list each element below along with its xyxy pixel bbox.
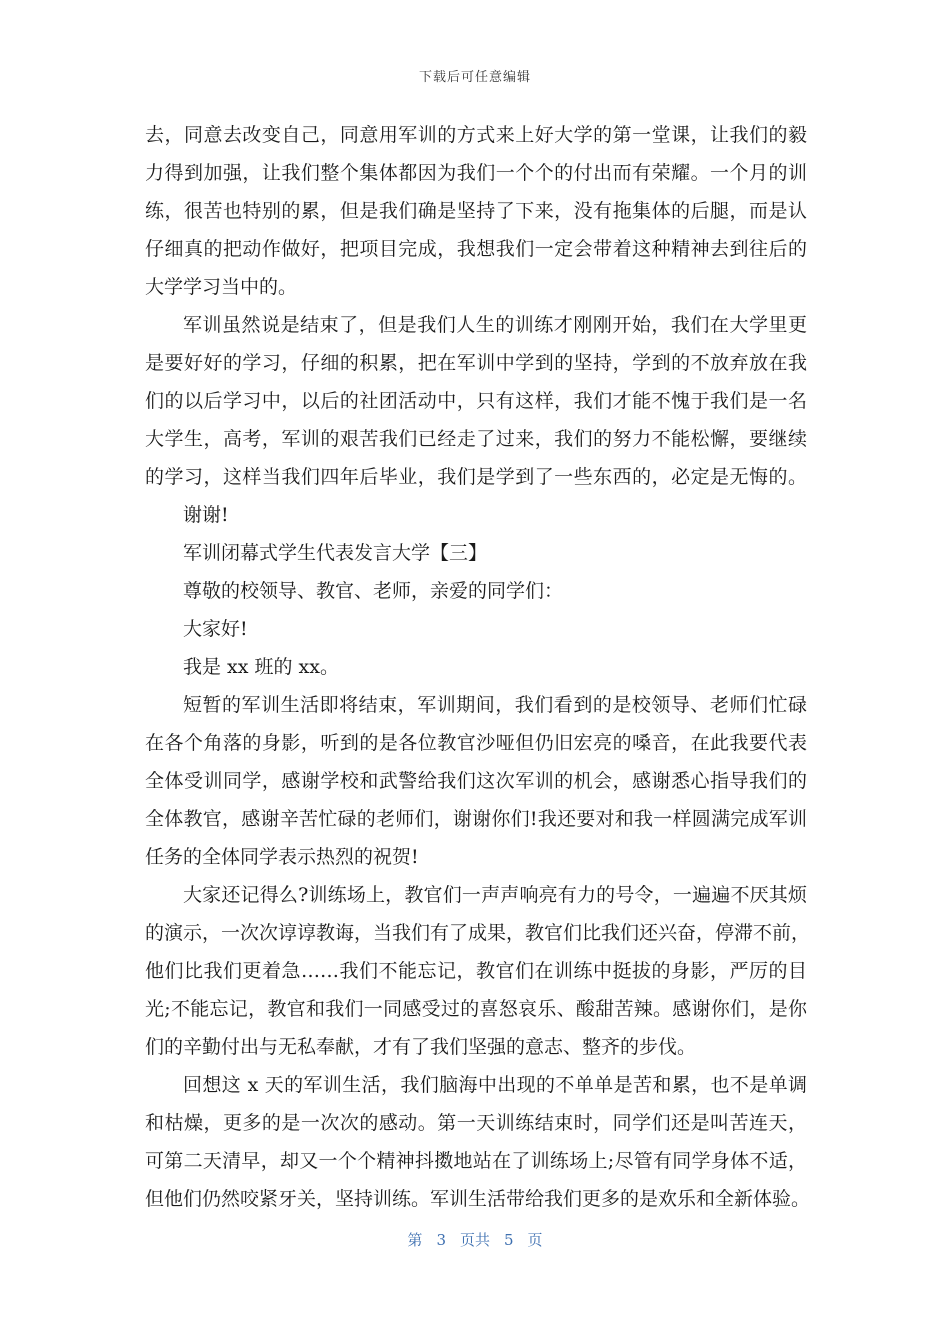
text-line: 们的辛勤付出与无私奉献，才有了我们坚强的意志、整齐的步伐。 <box>145 1036 697 1058</box>
text-line: 去，同意去改变自己，同意用军训的方式来上好大学的第一堂课，让我们的毅 <box>145 124 807 146</box>
text-line: 军训虽然说是结束了，但是我们人生的训练才刚刚开始，我们在大学里更 <box>183 314 807 336</box>
text-line: 练，很苦也特别的累，但是我们确是坚持了下来，没有拖集体的后腿，而是认 <box>145 200 807 222</box>
text-line: 大学生，高考，军训的艰苦我们已经走了过来，我们的努力不能松懈，要继续 <box>145 428 807 450</box>
text-line: 全体教官，感谢辛苦忙碌的老师们，谢谢你们!我还要对和我一样圆满完成军训 <box>145 808 807 830</box>
text-line: 大家还记得么?训练场上，教官们一声声响亮有力的号令，一遍遍不厌其烦 <box>183 884 807 906</box>
paragraph <box>145 1066 811 1218</box>
text-line: 他们比我们更着急……我们不能忘记，教官们在训练中挺拔的身影，严厉的目 <box>145 960 807 982</box>
text-line: 的学习，这样当我们四年后毕业，我们是学到了一些东西的，必定是无悔的。 <box>145 466 807 488</box>
text-line: 全体受训同学，感谢学校和武警给我们这次军训的机会，感谢悉心指导我们的 <box>145 770 807 792</box>
paragraph <box>145 116 807 306</box>
paragraph <box>145 496 807 534</box>
text-line: 大学学习当中的。 <box>145 276 298 298</box>
text-line: 仔细真的把动作做好，把项目完成，我想我们一定会带着这种精神去到往后的 <box>145 238 807 260</box>
text-line: 力得到加强，让我们整个集体都因为我们一个个的付出而有荣耀。一个月的训 <box>145 162 807 184</box>
paragraph <box>145 876 811 1066</box>
footer-label-ye: 页 <box>527 1231 543 1249</box>
text-line: 谢谢! <box>183 504 229 526</box>
text-line: 大家好! <box>183 618 248 640</box>
text-line: 军训闭幕式学生代表发言大学【三】 <box>183 542 488 564</box>
text-line: 任务的全体同学表示热烈的祝贺! <box>145 846 419 868</box>
page-number-footer <box>0 1229 950 1250</box>
document-body <box>145 116 811 1218</box>
text-line: 和枯燥，更多的是一次次的感动。第一天训练结束时，同学们还是叫苦连天， <box>145 1112 807 1134</box>
section-title <box>145 534 807 572</box>
header-note: 下载后可任意编辑 <box>418 70 531 85</box>
salutation <box>145 572 807 610</box>
text-line: 但他们仍然咬紧牙关，坚持训练。军训生活带给我们更多的是欢乐和全新体验。 <box>145 1188 811 1210</box>
footer-label-di: 第 <box>407 1231 423 1249</box>
text-line: 短暂的军训生活即将结束，军训期间，我们看到的是校领导、老师们忙碌 <box>183 694 807 716</box>
total-pages-number: 5 <box>504 1231 514 1249</box>
footer-label-ye-gong: 页共 <box>459 1231 490 1249</box>
text-line: 尊敬的校领导、教官、老师，亲爱的同学们： <box>183 580 564 602</box>
self-introduction <box>145 648 807 686</box>
text-line: 可第二天清早，却又一个个精神抖擞地站在了训练场上;尽管有同学身体不适， <box>145 1150 807 1172</box>
text-line: 在各个角落的身影，听到的是各位教官沙哑但仍旧宏亮的嗓音，在此我要代表 <box>145 732 807 754</box>
paragraph <box>145 686 807 876</box>
text-line: 回想这 x 天的军训生活，我们脑海中出现的不单单是苦和累，也不是单调 <box>183 1074 807 1096</box>
paragraph <box>145 306 807 496</box>
text-line: 们的以后学习中，以后的社团活动中，只有这样，我们才能不愧于我们是一名 <box>145 390 807 412</box>
current-page-number: 3 <box>436 1231 446 1249</box>
text-line: 我是 xx 班的 xx。 <box>183 656 339 678</box>
text-line: 的演示，一次次谆谆教诲，当我们有了成果，教官们比我们还兴奋，停滞不前， <box>145 922 811 944</box>
greeting <box>145 610 807 648</box>
text-line: 是要好好的学习，仔细的积累，把在军训中学到的坚持，学到的不放弃放在我 <box>145 352 807 374</box>
text-line: 光;不能忘记，教官和我们一同感受过的喜怒哀乐、酸甜苦辣。感谢你们，是你 <box>145 998 807 1020</box>
